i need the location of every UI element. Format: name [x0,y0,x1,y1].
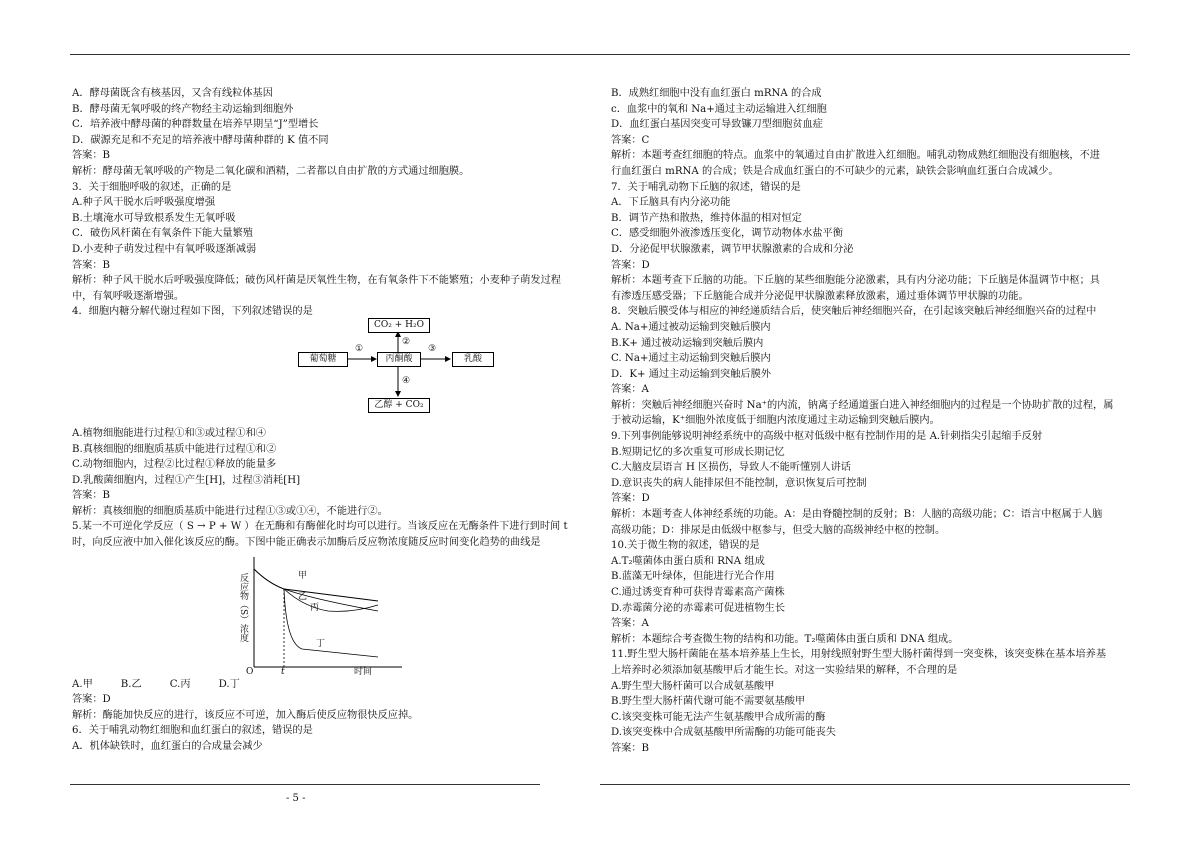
text-line: B.短期记忆的多次重复可形成长期记忆 [611,446,785,458]
text-line: 答案：A [611,384,649,396]
left-text-block-c [72,692,587,754]
reaction-curve-plot [72,551,587,677]
q5-option-a: A.甲 [72,678,93,690]
footer-rule-right [600,784,1130,785]
pyruvate-box: 丙酮酸 [377,352,421,367]
text-line: 3．关于细胞呼吸的叙述，正确的是 [72,181,232,193]
text-line: 答案：B [72,490,111,502]
text-line: 答案：D [611,493,650,505]
header-rule [70,54,1130,55]
text-line: A.种子风干脱水后呼吸强度增强 [72,197,216,209]
text-line: C.动物细胞内，过程②比过程①释放的能量多 [72,459,277,471]
text-line: C．培养液中酵母菌的种群数量在培养早期呈“J”型增长 [72,119,319,131]
curve-jia [254,569,378,601]
text-line: 9.下列事例能够说明神经系统中的高级中枢对低级中枢有控制作用的是 A.针刺指尖引起缩手反射 [611,431,1043,443]
text-line: D．分泌促甲状腺激素，调节甲状腺激素的合成和分泌 [611,243,854,255]
text-line: D.乳酸菌细胞内，过程①产生[H]，过程③消耗[H] [72,474,301,486]
text-line: C．感受细胞外液渗透压变化，调节动物体水盐平衡 [611,228,843,240]
curve-yi-label: 乙 [298,591,308,602]
right-text-block [611,86,1131,757]
text-line: 答案：D [611,259,650,271]
curve-ding-label: 丁 [316,638,326,649]
text-line: D．血红蛋白基因突变可导致镰刀型细胞贫血症 [611,119,823,131]
text-line: D．K+ 通过主动运输到突触后膜外 [611,368,771,380]
step-4-label: ④ [402,375,411,386]
text-line: 解析：本题考查人体神经系统的功能。A：是由脊髓控制的反射；B：人脑的高级功能；C：语言中枢属于人脑 [611,509,1103,521]
step-3-label: ③ [428,343,437,354]
text-line: A. Na+通过被动运输到突触后膜内 [611,321,771,333]
text-line: 解析：突触后神经细胞兴奋时 Na⁺的内流，钠离子经通道蛋白进入神经细胞内的过程是一个协助扩散的过程，属 [611,399,1114,411]
text-line: C.通过诱变育种可获得青霉素高产菌株 [611,587,785,598]
text-line: A.T₂噬菌体由蛋白质和 RNA 组成 [611,555,765,567]
text-line: B.土壤淹水可导致根系发生无氧呼吸 [72,212,236,224]
text-line: 7．关于哺乳动物下丘脑的叙述，错误的是 [611,181,801,193]
text-line: 答案：A [611,618,649,630]
text-line: 5.某一不可逆化学反应（ S → P + W ）在无酶和有酶催化时均可以进行。当该反应在无酶条件下进行到时间 t [72,521,568,533]
text-line: 8．突触后膜受体与相应的神经递质结合后，使突触后神经细胞兴奋，在引起该突触后神经细胞兴奋的过程中 [611,306,1097,318]
right-column [611,86,1131,757]
text-line: C. Na+通过主动运输到突触后膜内 [611,353,771,365]
text-line: 答案：D [72,694,111,706]
x-axis-label: 时间 [354,666,373,677]
text-line: B.K+ 通过被动运输到突触后膜内 [611,337,764,349]
text-line: 上培养时必须添加氨基酸甲后才能生长。对这一实验结果的解释，不合理的是 [611,664,958,676]
text-line: 行血红蛋白 mRNA 的合成；铁是合成血红蛋白的不可缺少的元素，缺铁会影响血红蛋白合成减少。 [611,165,1059,177]
text-line: B.野生型大肠杆菌代谢可能不需要氨基酸甲 [611,696,806,708]
text-line: D．碳源充足和不充足的培养液中酵母菌种群的 K 值不同 [72,134,329,146]
text-line: C．破伤风杆菌在有氧条件下能大量繁殖 [72,228,253,240]
text-line: 解析：酶能加快反应的进行，该反应不可逆，加入酶后使反应物很快反应掉。 [72,709,419,721]
text-line: A．机体缺铁时，血红蛋白的合成量会减少 [72,741,263,753]
text-line: C.该突变株可能无法产生氨基酸甲合成所需的酶 [611,711,826,723]
text-line: D.意识丧失的病人能排尿但不能控制，意识恢复后可控制 [611,477,867,489]
glycolysis-arrows [72,320,587,426]
lactate-box: 乳酸 [452,352,494,367]
text-line: A．酵母菌既含有核基因，又含有线粒体基因 [72,88,273,99]
text-line: 于被动运输，K⁺细胞外浓度低于细胞内浓度通过主动运输到突触后膜内。 [611,415,940,427]
co2-h2o-box: CO₂ + H₂O [368,318,430,333]
footer-rule-left [70,784,540,785]
y-axis-label: 反应物（S）浓度 [238,572,248,642]
text-line: 11.野生型大肠杆菌能在基本培养基上生长，用射线照射野生型大肠杆菌得到一突变株，该突变株在基本培养基 [611,649,1107,661]
text-line: 答案：C [611,134,650,146]
text-line: A．下丘脑具有内分泌功能 [611,197,731,209]
left-text-block-b [72,426,587,551]
q5-options [72,677,587,693]
text-line: D.小麦种子萌发过程中有氧呼吸逐渐减弱 [72,243,257,255]
q5-option-d: D.丁 [218,678,240,690]
text-line: 10.关于微生物的叙述，错误的是 [611,540,760,552]
curve-jia-label: 甲 [298,570,308,581]
left-column [72,86,587,755]
ethanol-co2-box: 乙醇 + CO₂ [368,398,430,413]
step-2-label: ② [402,336,411,347]
text-line: B.真核细胞的细胞质基质中能进行过程①和② [72,443,277,455]
t-label: t [281,666,285,677]
reaction-curve-chart [72,551,587,677]
glucose-box: 葡萄糖 [298,352,348,367]
text-line: 解析：本题综合考查微生物的结构和功能。T₂噬菌体由蛋白质和 DNA 组成。 [611,633,959,645]
text-line: D.赤霉菌分泌的赤霉素可促进植物生长 [611,602,786,614]
text-line: 解析：种子风干脱水后呼吸强度降低；破伤风杆菌是厌氧性生物，在有氧条件下不能繁殖；小麦种子萌发过程 [72,275,561,287]
q5-option-c: C.丙 [169,678,191,690]
text-line: D.该突变株中合成氨基酸甲所需酶的功能可能丧失 [611,727,836,739]
text-line: c．血浆中的氧和 Na+通过主动运输进入红细胞 [611,103,827,115]
text-line: 解析：酵母菌无氧呼吸的产物是二氧化碳和酒精，二者都以自由扩散的方式通过细胞膜。 [72,165,470,177]
text-line: A.植物细胞能进行过程①和③或过程①和④ [72,427,266,439]
text-line: 时，向反应液中加入催化该反应的酶。下图中能正确表示加酶后反应物浓度随反应时间变化趋势的曲线是 [72,537,541,549]
text-line: 有渗透压感受器；下丘脑能合成并分泌促甲状腺激素释放激素，通过垂体调节甲状腺的功能。 [611,290,1029,302]
text-line: B．成熟红细胞中没有血红蛋白 mRNA 的合成 [611,88,822,99]
text-line: 6．关于哺乳动物红细胞和血红蛋白的叙述，错误的是 [72,725,313,737]
text-line: 4．细胞内糖分解代谢过程如下图，下列叙述错误的是 [72,306,313,318]
text-line: 解析：本题考查下丘脑的功能。下丘脑的某些细胞能分泌激素，具有内分泌功能；下丘脑是体温调节中枢；具 [611,275,1100,287]
text-line: B.蓝藻无叶绿体，但能进行光合作用 [611,571,775,583]
text-line: 中，有氧呼吸逐渐增强。 [72,290,185,302]
text-line: B．调节产热和散热，维持体温的相对恒定 [611,212,802,224]
text-line: 答案：B [72,259,111,271]
page-number: - 5 - [286,793,306,804]
text-line: A.野生型大肠杆菌可以合成氨基酸甲 [611,680,775,692]
text-line: 解析：真核细胞的细胞质基质中能进行过程①③或①④，不能进行②。 [72,505,388,517]
step-1-label: ① [355,343,364,354]
glycolysis-diagram [72,320,587,426]
text-line: 答案：B [72,150,111,162]
origin-label: O [246,666,254,677]
curve-bing-label: 丙 [310,602,320,613]
text-line: C.大脑皮层语言 H 区损伤，导致人不能听懂别人讲话 [611,462,851,474]
q5-option-b: B.乙 [120,678,142,690]
text-line: 解析：本题考查红细胞的特点。血浆中的氧通过自由扩散进入红细胞。哺乳动物成熟红细胞没有细胞核，不进 [611,150,1100,162]
text-line: 答案：B [611,742,650,754]
left-text-block-a [72,86,587,320]
text-line: 高级功能；D：排尿是由低级中枢参与，但受大脑的高级神经中枢的控制。 [611,524,946,536]
text-line: B．酵母菌无氧呼吸的终产物经主动运输到细胞外 [72,103,294,115]
